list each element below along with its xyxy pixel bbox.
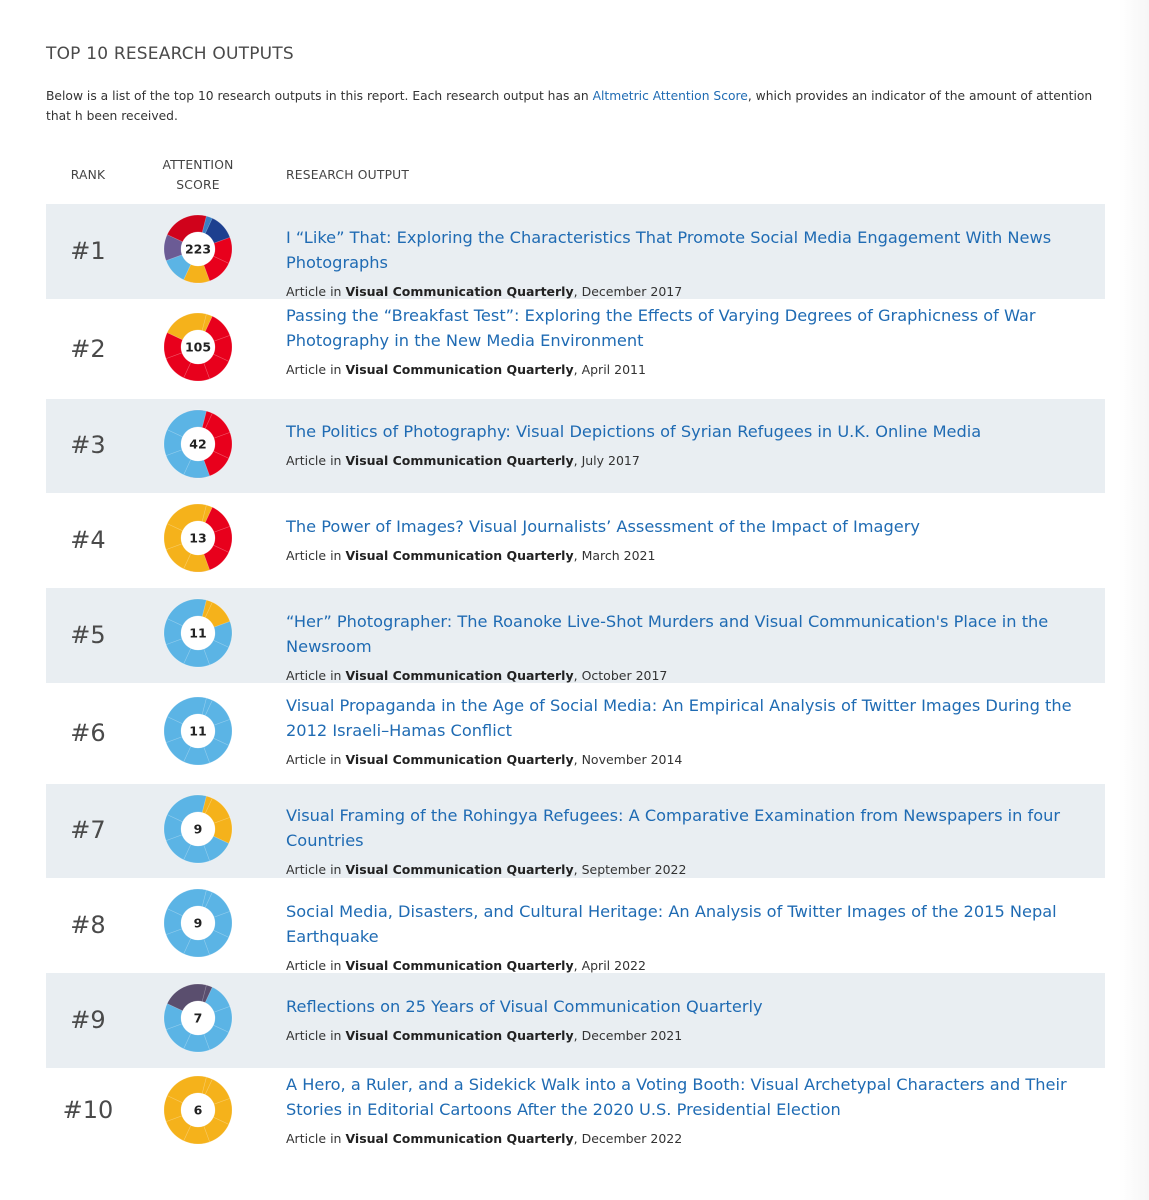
rank-label: #10 bbox=[62, 1096, 114, 1124]
altmetric-score-link[interactable]: Altmetric Attention Score bbox=[592, 89, 748, 103]
journal-name: Visual Communication Quarterly bbox=[345, 362, 574, 377]
output-info bbox=[286, 419, 1099, 470]
publication-date: , April 2011 bbox=[573, 362, 646, 377]
output-meta bbox=[286, 861, 1099, 879]
intro-text-start: Below is a list of the top 10 research outputs in this report. Each research output has an bbox=[46, 89, 593, 103]
publication-date: , December 2021 bbox=[573, 1028, 683, 1043]
table-row bbox=[46, 973, 1105, 1068]
publication-date: , November 2014 bbox=[573, 752, 683, 767]
rank-label: #2 bbox=[70, 335, 106, 363]
donut-graphic bbox=[163, 312, 233, 382]
publication-date: , September 2022 bbox=[573, 862, 687, 877]
donut-graphic bbox=[163, 983, 233, 1053]
table-row bbox=[46, 493, 1105, 588]
output-type: Article in bbox=[286, 1131, 342, 1146]
attention-score-donut[interactable] bbox=[163, 983, 233, 1053]
page-title: TOP 10 RESEARCH OUTPUTS bbox=[46, 44, 294, 64]
donut-graphic bbox=[163, 794, 233, 864]
table-row bbox=[46, 878, 1105, 973]
output-title-link[interactable]: I “Like” That: Exploring the Characteristics That Promote Social Media Engagement With News Photographs bbox=[286, 228, 1052, 272]
rank-label: #4 bbox=[70, 526, 106, 554]
attention-score-value: 9 bbox=[193, 915, 203, 931]
publication-date: , July 2017 bbox=[573, 453, 640, 468]
donut-graphic bbox=[163, 409, 233, 479]
output-meta bbox=[286, 452, 1099, 470]
publication-date: , December 2022 bbox=[573, 1131, 683, 1146]
table-row bbox=[46, 784, 1105, 878]
output-info bbox=[286, 514, 1099, 565]
attention-score-donut[interactable] bbox=[163, 503, 233, 573]
table-row bbox=[46, 1068, 1105, 1170]
publication-date: , April 2022 bbox=[573, 958, 646, 973]
output-type: Article in bbox=[286, 958, 342, 973]
output-title-link[interactable]: Passing the “Breakfast Test”: Exploring the Effects of Varying Degrees of Graphicness of War Photography in the New Media Environment bbox=[286, 306, 1036, 350]
output-title-link[interactable]: Social Media, Disasters, and Cultural Heritage: An Analysis of Twitter Images of the 2015 Nepal Earthquake bbox=[286, 902, 1057, 946]
donut-graphic bbox=[163, 1075, 233, 1145]
journal-name: Visual Communication Quarterly bbox=[345, 1131, 574, 1146]
intro-text-end: , which provides an indicator of the amount of attention that h been received. bbox=[46, 89, 1093, 123]
output-title-link[interactable]: The Politics of Photography: Visual Depictions of Syrian Refugees in U.K. Online Media bbox=[286, 422, 982, 441]
journal-name: Visual Communication Quarterly bbox=[345, 862, 574, 877]
publication-date: , October 2017 bbox=[573, 668, 668, 683]
research-outputs-table bbox=[46, 204, 1105, 1170]
publication-date: , December 2017 bbox=[573, 284, 683, 299]
journal-name: Visual Communication Quarterly bbox=[345, 752, 574, 767]
output-info bbox=[286, 899, 1099, 975]
rank-label: #3 bbox=[70, 431, 106, 459]
journal-name: Visual Communication Quarterly bbox=[345, 668, 574, 683]
header-score-line2: SCORE bbox=[176, 178, 220, 192]
donut-graphic bbox=[163, 214, 233, 284]
output-title-link[interactable]: “Her” Photographer: The Roanoke Live-Shot Murders and Visual Communication's Place in the Newsroom bbox=[286, 612, 1049, 656]
attention-score-donut[interactable] bbox=[163, 598, 233, 668]
journal-name: Visual Communication Quarterly bbox=[345, 1028, 574, 1043]
rank-label: #7 bbox=[70, 816, 106, 844]
output-title-link[interactable]: The Power of Images? Visual Journalists’ Assessment of the Impact of Imagery bbox=[286, 517, 920, 536]
output-info bbox=[286, 994, 1099, 1045]
table-row bbox=[46, 588, 1105, 683]
attention-score-value: 11 bbox=[189, 723, 207, 739]
output-type: Article in bbox=[286, 862, 342, 877]
output-type: Article in bbox=[286, 548, 342, 563]
header-score-line1: ATTENTION bbox=[162, 158, 234, 172]
attention-score-value: 105 bbox=[184, 339, 212, 355]
output-meta bbox=[286, 547, 1099, 565]
donut-graphic bbox=[163, 503, 233, 573]
journal-name: Visual Communication Quarterly bbox=[345, 548, 574, 563]
output-info bbox=[286, 225, 1099, 301]
output-meta bbox=[286, 1130, 1099, 1148]
output-type: Article in bbox=[286, 668, 342, 683]
output-title-link[interactable]: Visual Propaganda in the Age of Social Media: An Empirical Analysis of Twitter Images During the 2012 Israeli–Hamas Conflict bbox=[286, 696, 1072, 740]
output-title-link[interactable]: A Hero, a Ruler, and a Sidekick Walk into a Voting Booth: Visual Archetypal Characters and Their Stories in Editorial Cartoons After the 2020 U.S. Presidential Election bbox=[286, 1075, 1067, 1119]
right-edge-shade bbox=[1119, 0, 1149, 1200]
column-header-research-output: RESEARCH OUTPUT bbox=[286, 168, 410, 182]
output-meta bbox=[286, 361, 1099, 379]
output-type: Article in bbox=[286, 752, 342, 767]
rank-label: #6 bbox=[70, 719, 106, 747]
output-meta bbox=[286, 1027, 1099, 1045]
attention-score-donut[interactable] bbox=[163, 312, 233, 382]
journal-name: Visual Communication Quarterly bbox=[345, 284, 574, 299]
table-row bbox=[46, 299, 1105, 399]
attention-score-value: 9 bbox=[193, 821, 203, 837]
attention-score-value: 7 bbox=[193, 1010, 203, 1026]
column-header-rank: RANK bbox=[70, 168, 106, 182]
attention-score-donut[interactable] bbox=[163, 696, 233, 766]
intro-paragraph bbox=[46, 86, 1106, 126]
output-type: Article in bbox=[286, 453, 342, 468]
attention-score-donut[interactable] bbox=[163, 1075, 233, 1145]
attention-score-value: 223 bbox=[184, 241, 212, 257]
attention-score-value: 6 bbox=[193, 1102, 203, 1118]
output-info bbox=[286, 1072, 1099, 1148]
rank-label: #8 bbox=[70, 911, 106, 939]
table-row bbox=[46, 204, 1105, 299]
column-header-attention-score bbox=[158, 155, 238, 195]
rank-label: #5 bbox=[70, 621, 106, 649]
output-type: Article in bbox=[286, 1028, 342, 1043]
attention-score-value: 11 bbox=[189, 625, 207, 641]
output-info bbox=[286, 693, 1099, 769]
output-info bbox=[286, 609, 1099, 685]
output-meta bbox=[286, 751, 1099, 769]
attention-score-donut[interactable] bbox=[163, 888, 233, 958]
output-title-link[interactable]: Visual Framing of the Rohingya Refugees: A Comparative Examination from Newspapers in four Countries bbox=[286, 806, 1061, 850]
attention-score-donut[interactable] bbox=[163, 409, 233, 479]
journal-name: Visual Communication Quarterly bbox=[345, 453, 574, 468]
donut-graphic bbox=[163, 598, 233, 668]
attention-score-donut[interactable] bbox=[163, 214, 233, 284]
output-type: Article in bbox=[286, 284, 342, 299]
output-type: Article in bbox=[286, 362, 342, 377]
table-row bbox=[46, 683, 1105, 784]
table-row bbox=[46, 399, 1105, 493]
attention-score-value: 13 bbox=[189, 530, 207, 546]
output-info bbox=[286, 303, 1099, 379]
publication-date: , March 2021 bbox=[573, 548, 656, 563]
output-info bbox=[286, 803, 1099, 879]
journal-name: Visual Communication Quarterly bbox=[345, 958, 574, 973]
attention-score-value: 42 bbox=[189, 436, 207, 452]
rank-label: #9 bbox=[70, 1006, 106, 1034]
donut-graphic bbox=[163, 888, 233, 958]
rank-label: #1 bbox=[70, 237, 106, 265]
donut-graphic bbox=[163, 696, 233, 766]
output-title-link[interactable]: Reflections on 25 Years of Visual Communication Quarterly bbox=[286, 997, 763, 1016]
attention-score-donut[interactable] bbox=[163, 794, 233, 864]
